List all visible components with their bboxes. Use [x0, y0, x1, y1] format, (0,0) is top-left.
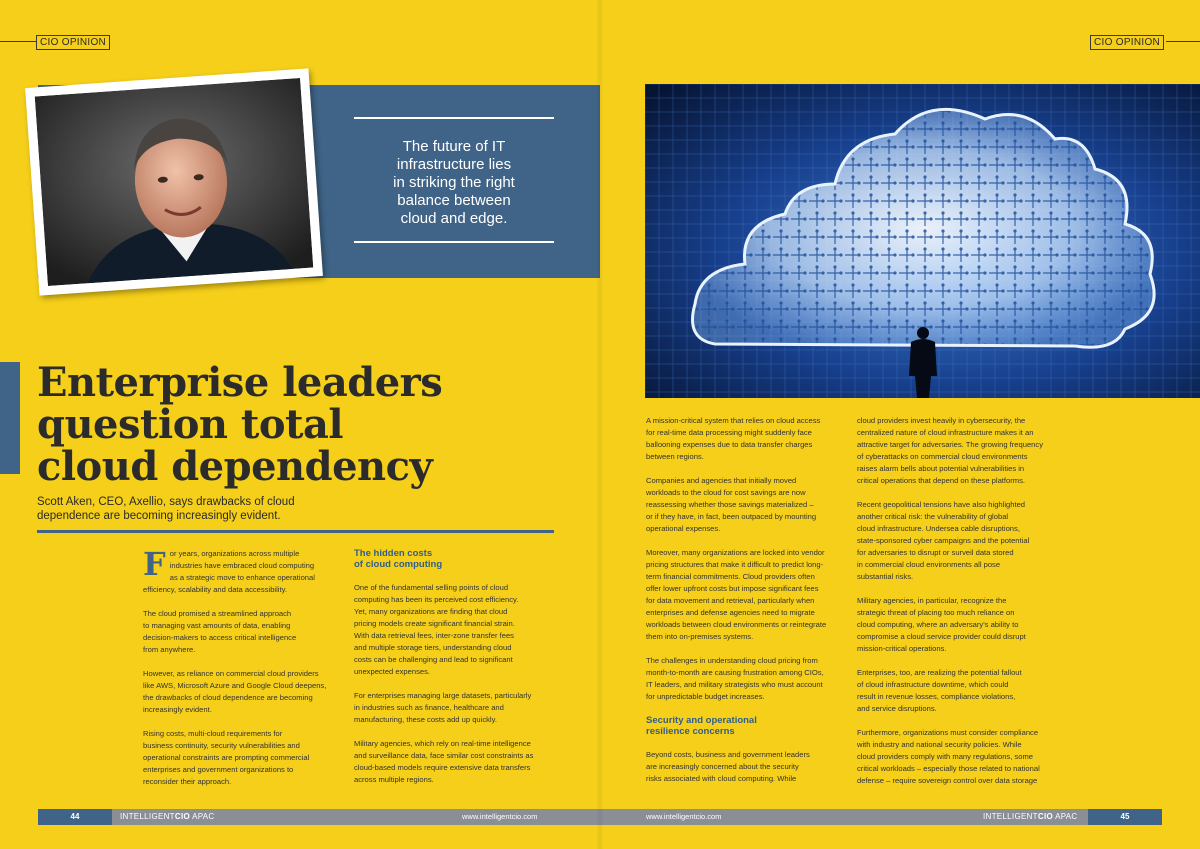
- paragraph: F or years, organizations across multiple industries have embraced cloud computing as a strategic move to enhance operational efficiency, scalability and data accessibility.: [143, 545, 315, 594]
- page-spine: [596, 0, 604, 849]
- paragraph: A mission-critical system that relies on cloud access for real-time data processing might suddenly face ballooning expenses due to data transfer charges between regions.: [646, 416, 821, 461]
- footer-brand-right: INTELLIGENTCIO APAC: [983, 812, 1078, 821]
- paragraph: Furthermore, organizations must consider compliance with industry and national security policies. While cloud providers comply with many regulations, some critical workloads – especially those related to national defense – require sovereign control over data storage: [857, 728, 1040, 785]
- paragraph: cloud providers invest heavily in cybersecurity, the centralized nature of cloud infrastructure makes it an attractive target for adversaries. The growing frequency of cyberattacks on commercial cloud environments raises alarm bells about potential vulnerabilities in critical operations that depend on these platforms.: [857, 416, 1043, 485]
- page-number-right: 45: [1088, 809, 1162, 825]
- portrait-image: [35, 78, 314, 286]
- paragraph: Beyond costs, business and government leaders are increasingly concerned about the security risks associated with cloud computing. While: [646, 750, 810, 783]
- footer-brand-left: INTELLIGENTCIO APAC: [120, 812, 215, 821]
- paragraph: Military agencies, in particular, recognize the strategic threat of placing too much reliance on cloud computing, where an adversary's ability to compromise a cloud service provider could disrupt mission-critical operations.: [857, 596, 1026, 653]
- page-number-left: 44: [38, 809, 112, 825]
- footer-url-right[interactable]: www.intelligentcio.com: [646, 812, 722, 821]
- cloud-circuit-illustration: [645, 84, 1200, 398]
- body-column-2: [354, 548, 559, 798]
- paragraph: Rising costs, multi-cloud requirements for business continuity, security vulnerabilities and operational constraints are prompting commercial enterprises and government organizations to reconsider their approach.: [143, 729, 310, 786]
- paragraph: However, as reliance on commercial cloud providers like AWS, Microsoft Azure and Google Cloud deepens, the drawbacks of cloud dependence are becoming increasingly evident.: [143, 669, 327, 714]
- accent-bar: [0, 362, 20, 474]
- body-column-4: [857, 415, 1067, 799]
- header-rule-left: [0, 41, 36, 42]
- standfirst-rule: [37, 530, 554, 533]
- pull-quote: The future of IT infrastructure lies in striking the right balance between cloud and edge.: [393, 138, 515, 227]
- subhead-security: Security and operational resilience concerns: [646, 715, 757, 737]
- paragraph: For enterprises managing large datasets, particularly in industries such as finance, healthcare and manufacturing, these costs add up quickly.: [354, 691, 532, 724]
- paragraph: Moreover, many organizations are locked into vendor pricing structures that make it difficult to predict long- term financial commitments. Cloud providers often offer lower upfront costs but impose significant fees for data movement and retrieval, particularly when enterprises and defense agencies need to migrate workloads between cloud environments or reintegrate them into on-premises systems.: [646, 548, 827, 641]
- paragraph: The cloud promised a streamlined approach to managing vast amounts of data, enabling decision-makers to access critical intelligence from anywhere.: [143, 609, 297, 654]
- headline: Enterprise leaders question total cloud dependency: [37, 359, 443, 490]
- subhead-hidden-costs: The hidden costs of cloud computing: [354, 548, 443, 570]
- paragraph: Military agencies, which rely on real-time intelligence and surveillance data, face similar cost constraints as cloud-based models require extensive data transfers across multiple regions.: [354, 739, 534, 784]
- paragraph: Enterprises, too, are realizing the potential fallout of cloud infrastructure downtime, which could result in revenue losses, compliance violations, and service disruptions.: [857, 668, 1022, 713]
- section-tag-left: CIO OPINION: [36, 35, 110, 50]
- standfirst: Scott Aken, CEO, Axellio, says drawbacks of cloud dependence are becoming increasingly evident.: [37, 496, 295, 522]
- header-rule-right: [1166, 41, 1200, 42]
- paragraph: One of the fundamental selling points of cloud computing has been its perceived cost efficiency. Yet, many organizations are finding that cloud pricing models create significant financial strain. With data retrieval fees, inter-zone transfer fees and multiple storage tiers, understanding cloud costs can be challenging and lead to significant unexpected expenses.: [354, 583, 519, 676]
- body-column-3: [646, 415, 851, 797]
- quote-bottom-rule: [354, 241, 554, 243]
- quote-top-rule: [354, 117, 554, 119]
- body-column-1: [143, 545, 343, 800]
- author-photo: [25, 68, 323, 295]
- paragraph: The challenges in understanding cloud pricing from month-to-month are causing frustration among CIOs, IT leaders, and military strategists who must account for unpredictable budget increases.: [646, 656, 824, 701]
- paragraph: Companies and agencies that initially moved workloads to the cloud for cost savings are now reassessing whether those savings materialized – or if they have, in fact, been outpaced by mounting operational expenses.: [646, 476, 817, 533]
- footer-url-left[interactable]: www.intelligentcio.com: [462, 812, 538, 821]
- section-tag-right: CIO OPINION: [1090, 35, 1164, 50]
- paragraph: Recent geopolitical tensions have also highlighted another critical risk: the vulnerability of global cloud infrastructure. Undersea cable disruptions, state-sponsored cyber campaigns and the potential for adversaries to disrupt or surveil data stored in commercial cloud environments all pose substantial risks.: [857, 500, 1030, 581]
- cloud-circuit-image: [645, 84, 1200, 398]
- drop-cap: F: [143, 545, 166, 583]
